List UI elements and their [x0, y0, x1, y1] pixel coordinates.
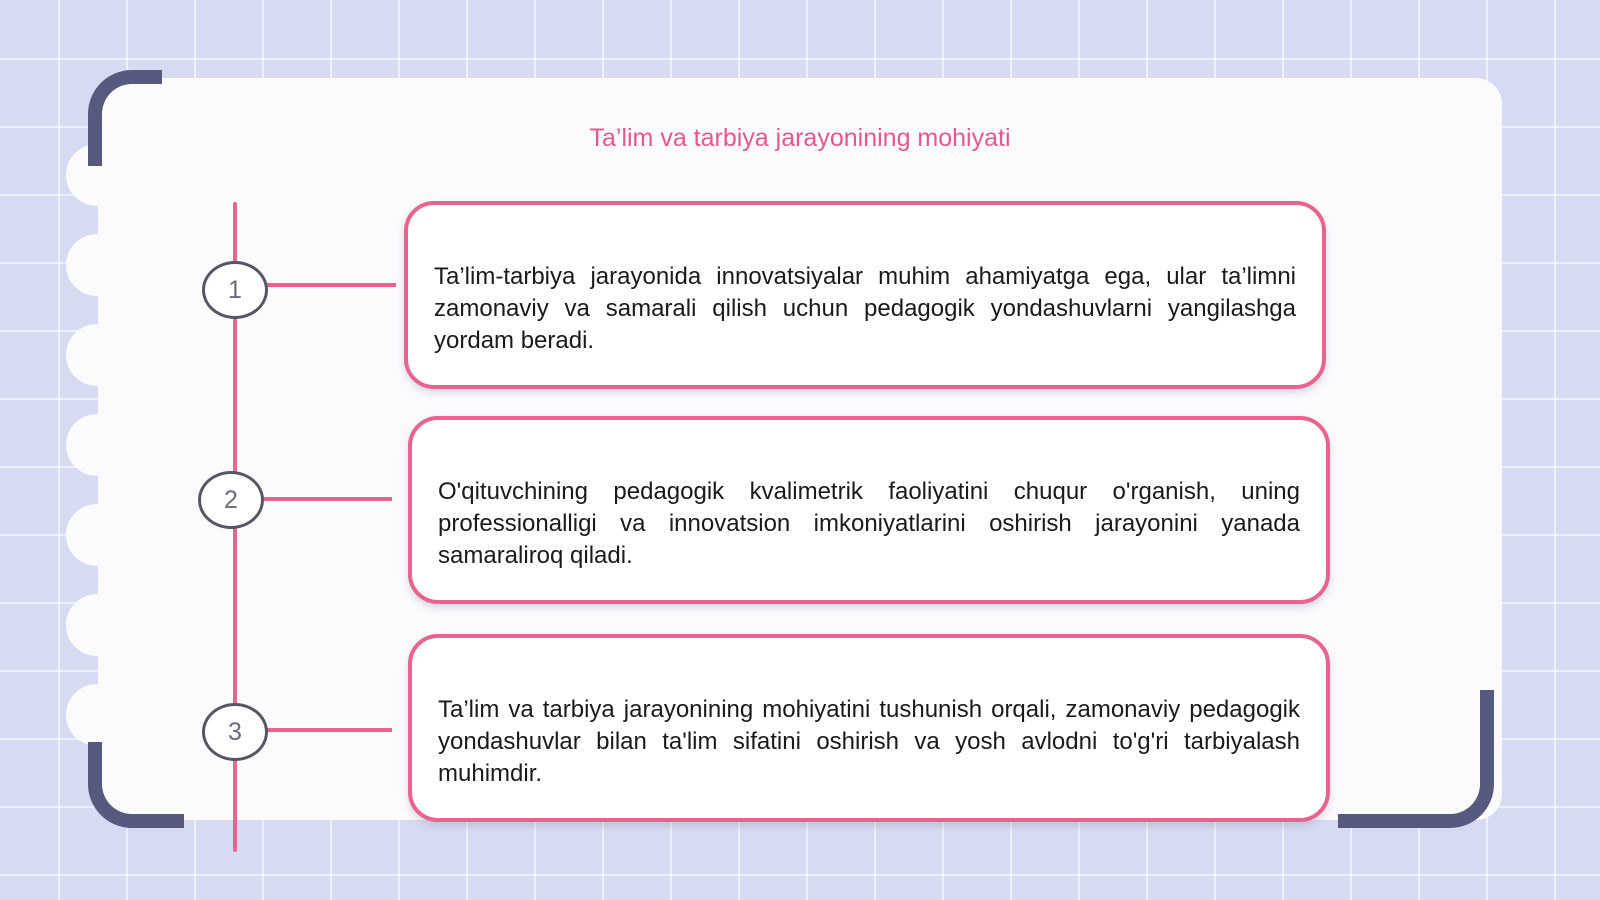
timeline-connector	[262, 497, 392, 501]
step-text: Ta’lim-tarbiya jarayonida innovatsiyalar muhim ahamiyatga ega, ular ta’limni zamonaviy va samarali qilish uchun pedagogik yondashuvlarni yangilashga yordam beradi.	[434, 263, 1296, 354]
step-number-marker	[202, 261, 268, 319]
step-card	[404, 201, 1326, 389]
corner-bracket-bottom-left	[88, 742, 184, 828]
step-number-marker	[198, 471, 264, 529]
step-card	[408, 634, 1330, 822]
notebook-scallop	[66, 234, 128, 296]
step-number-marker	[202, 703, 268, 761]
corner-bracket-top-left	[88, 70, 162, 166]
step-number: 3	[228, 717, 242, 746]
step-text: Ta’lim va tarbiya jarayonining mohiyatini tushunish orqali, zamonaviy pedagogik yondashuvlar bilan ta'lim sifatini oshirish va yosh avlodni to'g'ri tarbiyalash muhimdir.	[438, 696, 1300, 787]
slide-title: Ta’lim va tarbiya jarayonining mohiyati	[589, 124, 1011, 152]
timeline-connector	[264, 728, 392, 732]
step-number: 1	[228, 275, 242, 304]
notebook-scallop	[66, 324, 128, 386]
corner-bracket-bottom-right	[1338, 690, 1494, 828]
notebook-scallop	[66, 414, 128, 476]
step-card	[408, 416, 1330, 604]
step-number: 2	[224, 485, 238, 514]
step-text: O'qituvchining pedagogik kvalimetrik faoliyatini chuqur o'rganish, uning professionalligi va innovatsion imkoniyatlarini oshirish jarayonini yanada samaraliroq qiladi.	[438, 478, 1300, 569]
notebook-scallop	[66, 594, 128, 656]
notebook-scallop	[66, 504, 128, 566]
notebook-scallop	[66, 684, 128, 746]
timeline-connector	[264, 283, 396, 287]
